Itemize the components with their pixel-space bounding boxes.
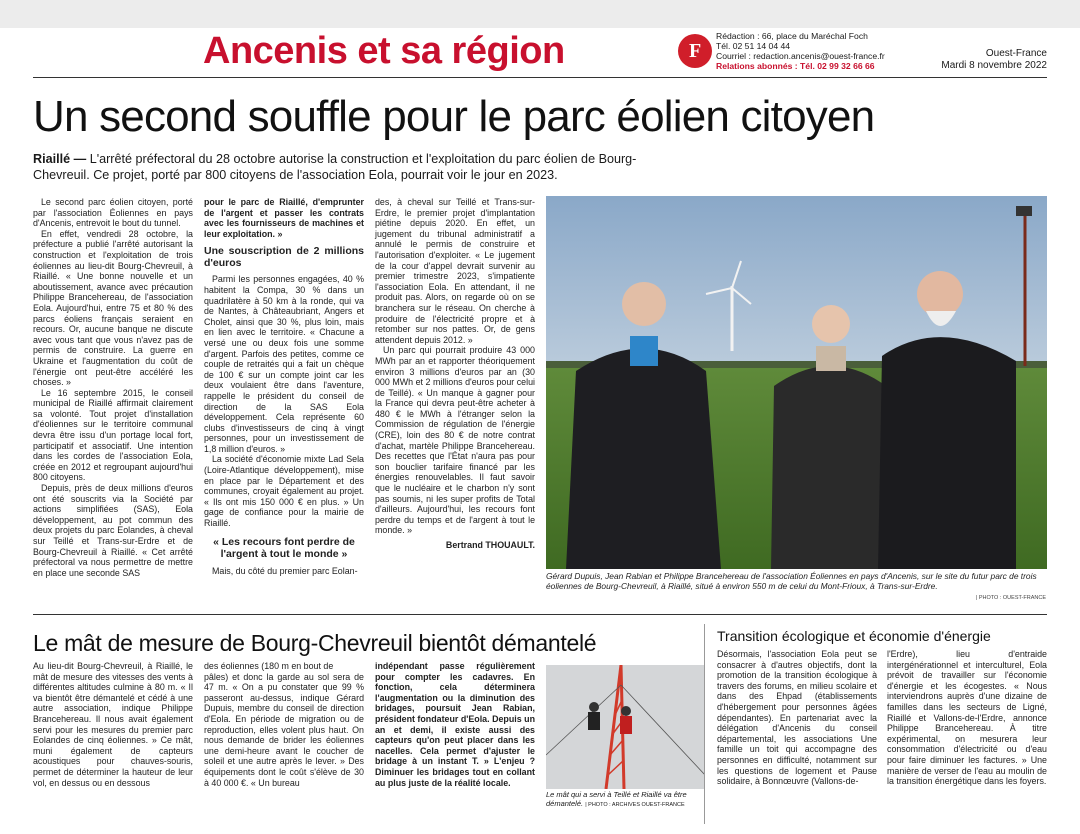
paragraph: La société d'économie mixte Lad Sela (Loire-Atlantique développement), mise en place par le Département et des communes, croyait également au projet. « Ils ont mis 150 000 € en plus. » Un gage de confiance pour la mairie de Riaillé.	[204, 454, 364, 529]
article-column-3	[375, 197, 535, 551]
photo-caption: Gérard Dupuis, Jean Rabian et Philippe Brancehereau de l'association Éoliennes en pays d'Ancenis, sur le site du futur parc de trois éoliennes de Bourg-Chevreuil, à Riaillé, situé à environ 550 m de celui du Mont-Frioux, à Trans-sur-Erdre.	[546, 571, 1037, 591]
paragraph: l'Erdre), lieu d'entraide intergénérationnel et interculturel, Eola prévoit de travailler sur l'économie d'énergie et les écogestes. « Nous interviendrons auprès d'une dizaine de familles dans les secteurs de Ligné, Riaillé et Vallons-de-l'Erdre, annonce Philippe Brancehereau. À titre expérimental, on mesurera leur consommation d'électricité ou d'eau pour faire diminuer les factures. » Une manière de verser de l'eau au moulin de la transition énergétique dans les foyers.	[887, 649, 1047, 787]
article3-column-1	[717, 649, 877, 787]
paragraph: Depuis, près de deux millions d'euros ont été souscrits via la Société par actions simplifiées (SAS), Eola développement, au pot commun des deux projets du parc Eolandes, à cheval sur Teillé et Trans-sur-Erdre et de Bourg-Chevreuil à Riaillé. « Cet arrêté préfectoral va nous permettre de mettre en place une seconde SAS	[33, 483, 193, 578]
chapo-text: L'arrêté préfectoral du 28 octobre autorise la construction et l'exploitation du parc éolien de Bourg-Chevreuil. Ce projet, porté par 800 citoyens de l'association Eola, pourrait voir le jour en 2023.	[33, 152, 637, 182]
article2-column-2	[204, 661, 364, 788]
paragraph: En effet, vendredi 28 octobre, la préfecture a publié l'arrêté autorisant la construction et l'exploitation de trois éoliennes au lieu-dit Bourg-Chevreuil, à Riaillé. « Une bonne nouvelle et un aboutissement, avance avec précaution Philippe Brancehereau, de l'association Eola. Aujourd'hui, entre 75 et 80 % des parcs éoliens français seraient en recours. Or, aucune banque ne discute avec vous tant que vous n'avez pas de permis de construire. La guerre en Ukraine et l'augmentation du coût de l'énergie ont peut-être accéléré les choses. »	[33, 228, 193, 388]
contact-tel: Tél. 02 51 14 04 44	[716, 41, 791, 51]
article-chapo	[33, 151, 643, 183]
ouest-france-logo	[678, 34, 712, 68]
paragraph: pour le parc de Riaillé, d'emprunter de l'argent et passer les contrats avec les fournisseurs de machines et leur exploitation. »	[204, 197, 364, 239]
mast-illustration	[546, 665, 705, 789]
mast-photo-caption	[546, 790, 711, 810]
paragraph: des, à cheval sur Teillé et Trans-sur-Erdre, le premier projet d'implantation piétine depuis 2020. En effet, un jugement du tribunal administratif a annulé le permis de construire et l'autorisation d'exploiter. « Le jugement de la cour d'appel devrait survenir au premier trimestre 2023, s'impatiente l'association Eola. En attendant, il ne produit pas. Alors, on regarde où on se branchera sur le réseau. On cherche à produire de l'électricité propre et à retomber sur nos pattes. Or, de gens attendent depuis 2012. »	[375, 197, 535, 345]
paragraph: indépendant passe régulièrement pour compter les cadavres. En fonction, cela déterminera l'augmentation ou la diminution des bridages, poursuit Jean Rabian, président fondateur d'Eola. Depuis un an et demi, il existe aussi des capteurs qu'on peut placer dans les nacelles. Cela permet d'ajuster le bridage à un instant T. » L'enjeu ? Diminuer les bridages tout en collant au plus juste de la réalité locale.	[375, 661, 535, 788]
paragraph: Désormais, l'association Eola peut se consacrer à d'autres objectifs, dont la promotion de la transition écologique à travers des forums, en milieu scolaire et dans des Ehpad (établissements d'hébergement pour personnes âgées dépendantes). En partenariat avec la délégation d'Ancenis du conseil départemental, les associations Une famille un toit qui accompagne des personnes en difficulté, notamment sur les questions de logement et Pause solidaire, à Bonnœuvre (Vallons-de-	[717, 649, 877, 787]
section-title: Ancenis et sa région	[203, 30, 565, 72]
contact-block	[716, 31, 885, 71]
logo-letter: F	[689, 40, 702, 62]
newspaper-name: Ouest-France	[985, 48, 1047, 59]
article2-column-3	[375, 661, 535, 788]
paragraph: des éoliennes (180 m en bout de	[204, 661, 334, 671]
contact-redaction: Rédaction : 66, place du Maréchal Foch	[716, 31, 868, 41]
photo-illustration	[546, 196, 1047, 569]
contact-abonnes: Relations abonnés : Tél. 02 99 32 66 66	[716, 61, 875, 71]
paragraph: pâles) et donc la garde au sol sera de 47 m. « On a pu constater que 99 % passeront au-dessus, indique Gérard Dupuis, membre du conseil de direction d'Eola. En période de migration ou de reproduction, elles volent plus haut. On nous demande de brider les éoliennes une demi-heure avant le coucher de soleil et une autre après le lever. » Des équipements dont le coût s'élève de 30 à 40 000 €. « Un bureau	[204, 671, 364, 788]
photo-credit: | PHOTO : OUEST-FRANCE	[975, 595, 1046, 601]
paper-info	[941, 48, 1047, 72]
article3-headline: Transition écologique et économie d'énergie	[717, 628, 991, 644]
header-rule	[33, 77, 1047, 78]
paragraph: Au lieu-dit Bourg-Chevreuil, à Riaillé, le mât de mesure des vitesses des vents à différentes altitudes culmine à 80 m. « Il va bientôt être démantelé et cédé à une autre association, indique Philippe Brancehereau. Il nous avait également servi pour les mesures du premier parc Eolandes de cinq éoliennes. » Ce mât, muni également de capteurs acoustiques pour chauves-souris, permet de déterminer la hauteur de leur vol, en dessus ou en dessous	[33, 661, 193, 788]
pull-quote: « Les recours font perdre de l'argent à tout le monde »	[213, 535, 355, 560]
paragraph: Mais, du côté du premier parc Eolan-	[212, 565, 358, 576]
paragraph: Le 16 septembre 2015, le conseil municipal de Riaillé affirmait clairement sa volonté. Tout projet d'installation d'éoliennes sur le territoire communal devra être issu d'un portage local fort, participatif et associatif. Une intention dans les cordes de l'association Eola, créée en 2012 et regroupant aujourd'hui 800 citoyens.	[33, 387, 193, 483]
article-headline: Un second souffle pour le parc éolien citoyen	[33, 92, 875, 141]
section-rule	[33, 614, 1047, 615]
issue-date: Mardi 8 novembre 2022	[941, 60, 1047, 71]
intertitle: Une souscription de 2 millions d'euros	[204, 245, 364, 270]
main-photo	[546, 196, 1047, 569]
mast-photo	[546, 665, 705, 789]
article-column-1	[33, 197, 193, 578]
mast-photo-credit: | PHOTO : ARCHIVES OUEST-FRANCE	[585, 802, 685, 808]
article2-column-1	[33, 661, 193, 788]
author-signature: Bertrand THOUAULT.	[445, 540, 535, 550]
paragraph: Parmi les personnes engagées, 40 % habitent la Compa, 30 % dans un quadrilatère à 50 km à la ronde, qui va de Nantes, à Châteaubriant, Angers et Cholet, ainsi que 30 %, plus loin, mais en lien avec le territoire. « Chacune a versé une ou deux fois une somme d'argent. Parfois des petites, comme ce couple de retraités qui a fait un chèque de 100 € sur un compte joint car les deux voulaient être dans l'aventure, rappelle le président du conseil de direction de la SAS Eola développement. Cela représente 60 clubs d'investisseurs de cinq à vingt personnes, pour un investissement de 1,8 million d'euros. »	[204, 274, 364, 454]
column-separator	[704, 624, 705, 824]
article2-headline: Le mât de mesure de Bourg-Chevreuil bientôt démantelé	[33, 630, 597, 656]
paragraph: Un parc qui pourrait produire 43 000 MWh par an et rapporter théoriquement environ 3 millions d'euros par an (30 000 MWh et 2 millions d'euros pour celui de Teillé). « Un manque à gagner pour la France qui devra peut-être acheter à 480 € le MWh à l'étranger selon la Commission de régulation de l'énergie (CRE), loin des 80 € de notre contrat d'achat, martèle Philippe Brancehereau. Des recettes que l'État n'aura pas pour son bouclier tarifaire financé par les énergies renouvelables. Il faut savoir que le nucléaire et le charbon n'y sont pas soumis, ni les super profits de Total d'ailleurs. Aujourd'hui, les recours font perdre du temps et de l'argent à tout le monde. »	[375, 345, 535, 536]
contact-courriel: Courriel : redaction.ancenis@ouest-france.fr	[716, 51, 885, 61]
article3-column-2	[887, 649, 1047, 787]
paragraph: Le second parc éolien citoyen, porté par l'association Éoliennes en pays d'Ancenis, entrevoit le bout du tunnel.	[33, 197, 193, 229]
top-band	[0, 0, 1080, 28]
article-column-2	[204, 197, 364, 576]
chapo-place: Riaillé —	[33, 152, 87, 166]
mast-caption-text: Le mât qui a servi à Teillé et Riaillé va être démantelé.	[546, 790, 687, 808]
